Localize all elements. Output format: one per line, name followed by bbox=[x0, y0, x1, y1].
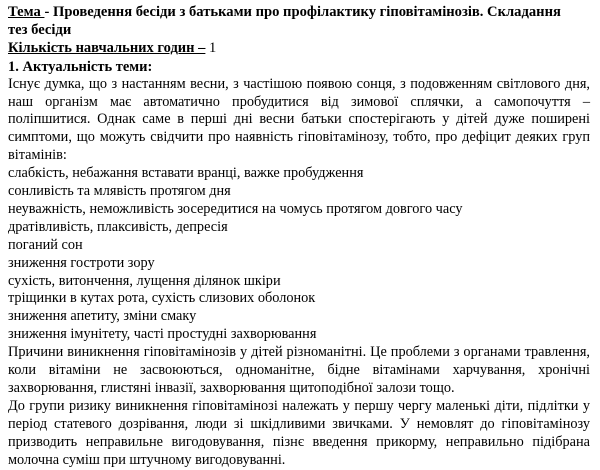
list-item: сухість, витончення, лущення ділянок шкіри bbox=[8, 272, 281, 289]
topic-title-line-1 bbox=[8, 3, 590, 21]
section-1-heading: 1. Актуальність теми: bbox=[8, 58, 153, 75]
list-item: зниження імунітету, часті простудні захворювання bbox=[8, 326, 317, 343]
risk-group-paragraph: До групи ризику виникнення гіповітамінозі належать у першу чергу маленькі діти, підлітки у період статевого дозрівання, люди зі шкідливими звичками. У немовлят до гіповітамінозу призводить неправильне вигодовування, пізнє введення прикорму, неправильно підібрана молочна суміш при штучному вигодовуванні. bbox=[8, 397, 590, 468]
list-item: поганий сон bbox=[8, 236, 83, 253]
hours-line bbox=[8, 39, 590, 57]
list-item: неуважність, неможливість зосередитися на чомусь протягом довгого часу bbox=[8, 200, 463, 217]
list-item: сонливість та млявість протягом дня bbox=[8, 183, 231, 200]
topic-title-line-2: тез бесіди bbox=[8, 22, 72, 39]
symptoms-list bbox=[8, 165, 590, 344]
list-item: тріщинки в кутах рота, сухість слизових оболонок bbox=[8, 290, 316, 307]
list-item: дратівливість, плаксивість, депресія bbox=[8, 218, 228, 235]
causes-paragraph: Причини виникнення гіповітамінозів у дітей різноманітні. Це проблеми з органами травлення, коли вітаміни не засвоюються, одноманітне, бідне вітамінами харчування, хронічні захворювання, глистяні інвазії, захворювання щитоподібної залози тощо. bbox=[8, 344, 590, 396]
topic-label: Тема bbox=[8, 4, 45, 20]
topic-value-line-1: Проведення бесіди з батьками про профілактику гіповітамінозів. Складання bbox=[52, 4, 561, 20]
topic-separator: - bbox=[44, 4, 53, 20]
list-item: зниження гостроти зору bbox=[8, 254, 155, 271]
section-1-intro-paragraph: Існує думка, що з настанням весни, з частішою появою сонця, з подовженням світлового дня, наш організм має автоматично пробудитися від зимової сплячки, а самопочуття – поліпшитися. Однак саме в перші дні весни батьки спостерігають у дітей дуже поширені симптоми, що можуть свідчити про наявність гіповітамінозу, тобто, про дефіцит деяких груп вітамінів: bbox=[8, 75, 590, 164]
list-item: зниження апетиту, зміни смаку bbox=[8, 308, 197, 325]
hours-label: Кількість навчальних годин – bbox=[8, 40, 206, 57]
list-item: слабкість, небажання вставати вранці, важке пробудження bbox=[8, 165, 364, 182]
hours-value: 1 bbox=[205, 40, 217, 57]
